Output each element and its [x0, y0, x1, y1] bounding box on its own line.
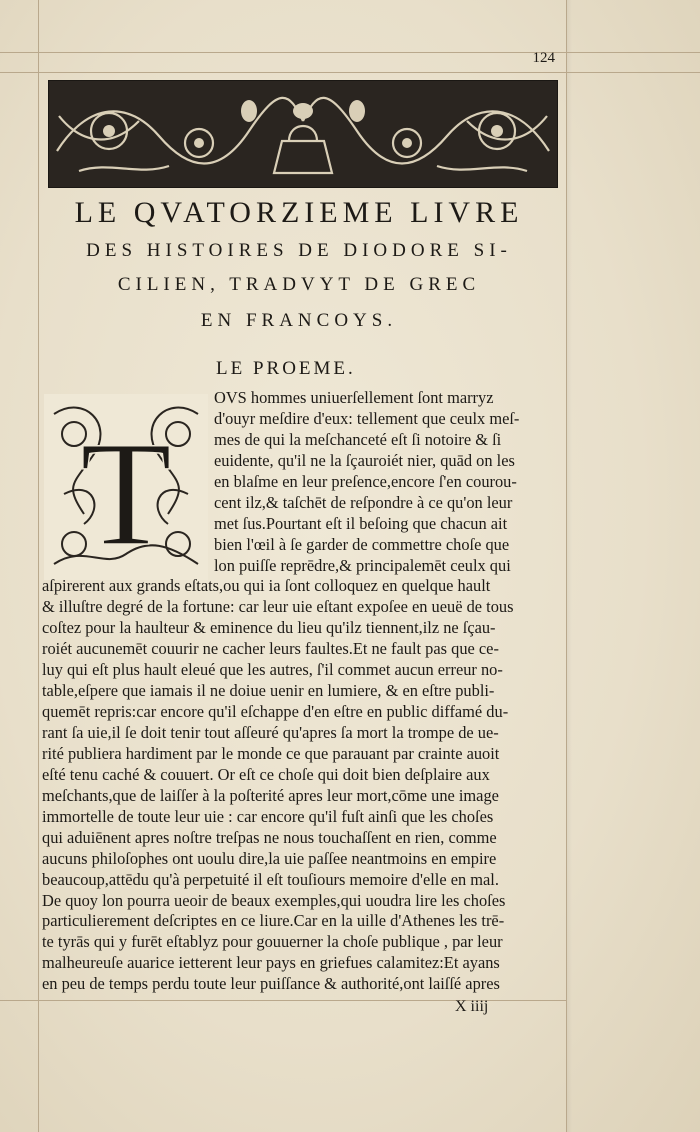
signature-mark: X iiij	[455, 998, 489, 1015]
text-line: en peu de temps perdu toute leur puiſſance & authorité,ont laiſſé apres	[42, 974, 500, 994]
section-heading: LE PROEME.	[216, 358, 356, 379]
text-line: en blaſme en leur preſence,encore ſ'en courou-	[214, 471, 517, 491]
text-line: eſté tenu caché & couuert. Or eſt ce choſe qui doit bien deſplaire aux	[42, 764, 490, 784]
text-line: malheureuſe auarice ietterent leur pays en griefues calamitez:Et ayans	[42, 953, 500, 973]
text-line: particulierement deſcriptes en ce liure.Car en la uille d'Athenes les trē-	[42, 911, 505, 931]
text-line: roiét aucunemēt couurir ne cacher leurs faultes.Et ne fault pas que ce-	[42, 639, 499, 659]
text-line: euidente, qu'il ne la ſçauroiét nier, quād on les	[214, 450, 515, 470]
folio-number: 124	[532, 50, 555, 66]
text-line: te tyrās qui y furēt eſtablyz pour gouuerner la choſe publique , par leur	[42, 932, 503, 952]
text-line: aſpirerent aux grands eſtats,ou qui ia ſont colloquez en quelque hault	[42, 576, 491, 596]
text-line: bien l'œil à ſe garder de commettre choſe que	[214, 534, 510, 554]
book-title-line-2: DES HISTOIRES DE DIODORE SI-	[86, 240, 512, 261]
body-text	[42, 388, 560, 995]
text-line: rité publiera hardiment par le monde ce que parauant par crainte auoit	[42, 743, 500, 763]
book-title-line-3: CILIEN, TRADVYT DE GREC	[117, 274, 481, 295]
ruling-line	[0, 72, 700, 73]
text-line: rant ſa uie,il ſe doit tenir tout aſſeuré qu'apres ſa mort la trompe de ue-	[42, 723, 499, 742]
text-line: mes de qui la meſchanceté eſt ſi notoire & ſi	[214, 429, 502, 449]
text-line: immortelle de toute leur uie : car encore qu'il fuſt ainſi que les choſes	[42, 806, 494, 826]
text-line: aucuns philoſophes ont uoulu dire,la uie paſſee neantmoins en empire	[42, 848, 497, 868]
text-line: lon puiſſe reprēdre,& principalemēt ceulx qui	[214, 555, 511, 575]
text-line: qui aduiēnent apres noſtre treſpas ne nous touchaſſent en rien, comme	[42, 827, 497, 847]
text-line: d'ouyr meſdire d'eux: tellement que ceulx meſ-	[214, 408, 520, 428]
decorative-headpiece	[48, 80, 558, 188]
text-line: & illuſtre degré de la fortune: car leur uie eſtant expoſee en ueuë de tous	[42, 597, 514, 617]
ruling-line	[0, 52, 700, 53]
text-line: coſtez pour la haulteur & eminence du lieu qu'ilz tiennent,ilz ne ſçau-	[42, 618, 496, 638]
svg-text:T: T	[80, 411, 172, 577]
text-line: OVS hommes uniuerſellement ſont marryz	[214, 388, 494, 407]
text-line: beaucoup,attēdu qu'à perpetuité il eſt touſiours memoire d'elle en mal.	[42, 869, 499, 889]
ruling-line	[38, 0, 39, 1132]
text-line: cent ilz,& taſchēt de reſpondre à ce qu'on leur	[214, 492, 513, 512]
text-line: met ſus.Pourtant eſt il beſoing que chacun ait	[214, 513, 508, 533]
ruling-line	[566, 0, 567, 1132]
text-line: luy qui eſt plus hault eleué que les autres, ſ'il commet aucun erreur no-	[42, 660, 503, 680]
text-line: table,eſpere que iamais il ne doiue uenir en lumiere, & en eſtre publi-	[42, 681, 495, 701]
text-line: De quoy lon pourra ueoir de beaux exemples,qui uoudra lire les choſes	[42, 890, 506, 910]
book-title-line-1: LE QVATORZIEME LIVRE	[74, 196, 524, 229]
text-line: quemēt repris:car encore qu'il eſchappe d'en eſtre en public diffamé du-	[42, 702, 509, 722]
text-line: meſchants,que de laiſſer à la poſterité apres leur mort,cōme une image	[42, 785, 499, 805]
book-title-line-4: EN FRANCOYS.	[200, 310, 398, 331]
